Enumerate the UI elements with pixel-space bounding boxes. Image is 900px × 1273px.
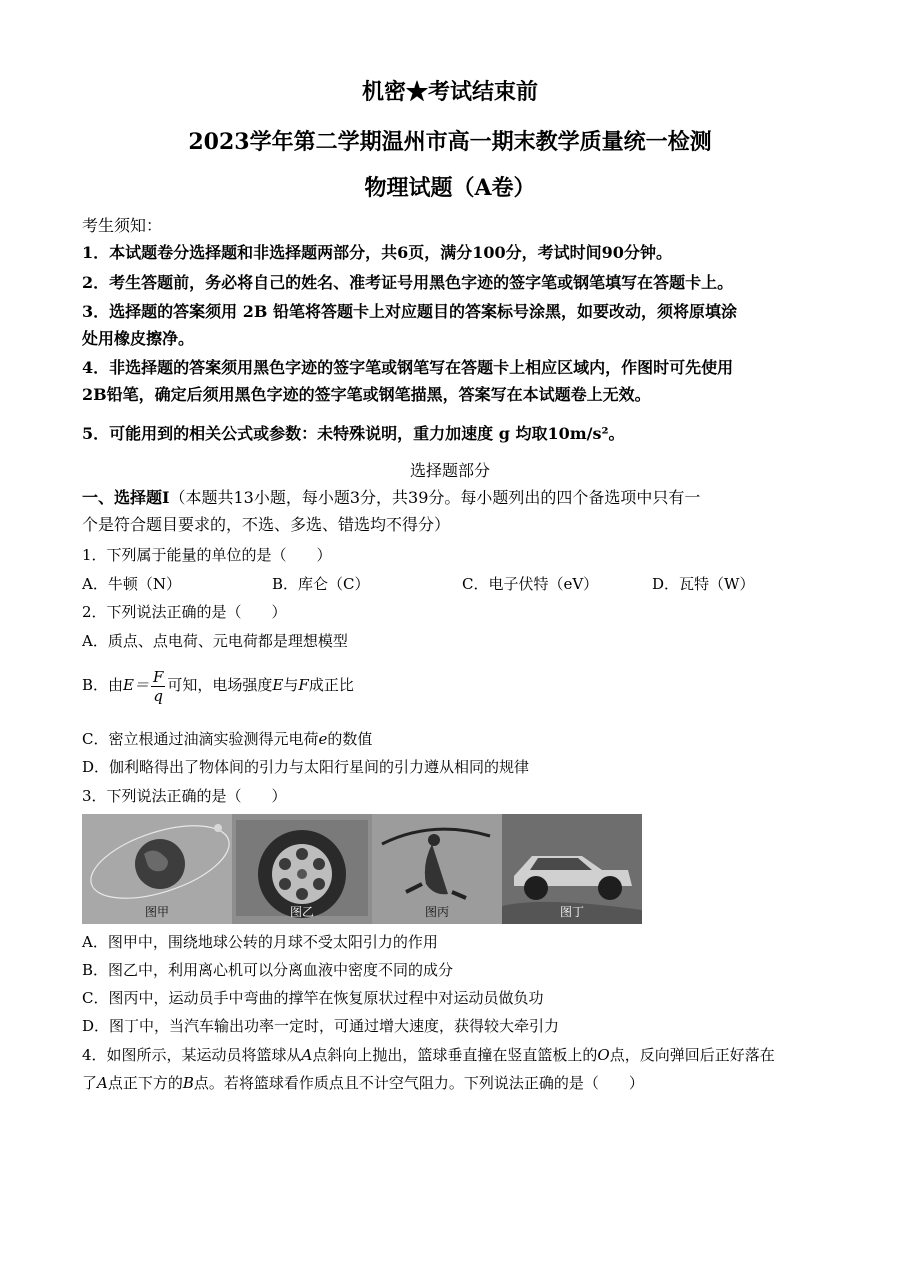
q2-b-prefix: B．由 [82, 676, 124, 694]
q2-c-end: 的数值 [327, 730, 373, 748]
section-heading-rest: （本题共13小题，每小题3分，共39分。每小题列出的四个备选项中只有一 [169, 488, 701, 507]
q4-text: 点正下方的 [107, 1074, 183, 1092]
q2-b-fraction [151, 668, 165, 705]
q2-c-prefix: C．密立根通过油滴实验测得元电荷 [82, 730, 319, 748]
notice-text: 非选择题的答案须用黑色字迹的签字笔或钢笔写在答题卡上相应区域内，作图时可先使用 [109, 358, 734, 377]
q1-option-b: B．库仑（C） [272, 575, 370, 593]
notice-text: 可能用到的相关公式或参数：未特殊说明，重力加速度 g 均取10m/s²。 [109, 424, 625, 443]
q4-text: 点，反向弹回后正好落在 [609, 1046, 775, 1064]
q4-var-o: O [597, 1046, 610, 1064]
figure-bing [372, 814, 502, 924]
caption-yi: 图乙 [289, 905, 314, 919]
section-heading-cont: 个是符合题目要求的，不选、多选、错选均不得分） [82, 515, 451, 534]
q2-option-a: A．质点、点电荷、元电荷都是理想模型 [82, 632, 348, 650]
q1-option-c: C．电子伏特（eV） [462, 575, 599, 593]
q4-var-a: A [301, 1046, 313, 1064]
figure-ding [502, 814, 642, 924]
q1-option-d: D．瓦特（W） [652, 575, 755, 593]
notice-num: 5． [82, 424, 110, 443]
notice-item-3 [82, 302, 822, 322]
q3-option-b: B．图乙中，利用离心机可以分离血液中密度不同的成分 [82, 961, 454, 979]
notice-heading: 考生须知： [82, 216, 163, 235]
q3-stem: 3．下列说法正确的是（ ） [82, 787, 287, 805]
q2-b-end: 成正比 [308, 676, 354, 694]
q2-b-var-f: F [298, 676, 309, 694]
q2-b-mid: 与 [283, 676, 299, 694]
section-heading-bold: 一、选择题Ⅰ [82, 488, 170, 507]
q2-c-var-e: e [318, 730, 328, 748]
q3-option-c: C．图丙中，运动员手中弯曲的撑竿在恢复原状过程中对运动员做负功 [82, 989, 544, 1007]
q2-option-b [82, 662, 822, 708]
q4-text: 点斜向上抛出，篮球垂直撞在竖直篮板上的 [312, 1046, 598, 1064]
exam-title: 2023学年第二学期温州市高一期末教学质量统一检测 [188, 129, 712, 155]
q2-stem: 2．下列说法正确的是（ ） [82, 603, 287, 621]
notice-item-2 [82, 273, 822, 293]
q1-stem: 1．下列属于能量的单位的是（ ） [82, 546, 332, 564]
notice-item-3-cont: 处用橡皮擦净。 [82, 329, 195, 348]
q4-var-a: A [97, 1074, 108, 1092]
notice-item-1 [82, 243, 822, 263]
q3-figure-strip [82, 814, 642, 924]
q3-option-a: A．图甲中，围绕地球公转的月球不受太阳引力的作用 [82, 933, 438, 951]
fraction-denominator: q [153, 686, 163, 705]
caption-ding: 图丁 [559, 905, 584, 919]
paper-title: 物理试题（A卷） [364, 175, 536, 201]
figure-jia [82, 814, 232, 924]
notice-num: 1． [82, 243, 110, 262]
notice-text: 本试题卷分选择题和非选择题两部分，共6页，满分100分，考试时间90分钟。 [109, 243, 672, 262]
q2-option-d: D．伽利略得出了物体间的引力与太阳行星间的引力遵从相同的规律 [82, 758, 530, 776]
notice-num: 3． [82, 302, 110, 321]
notice-num: 4． [82, 358, 110, 377]
notice-text: 考生答题前，务必将自己的姓名、准考证号用黑色字迹的签字笔或钢笔填写在答题卡上。 [109, 273, 734, 292]
notice-text: 选择题的答案须用 2B 铅笔将答题卡上对应题目的答案标号涂黑，如要改动，须将原填涂 [109, 302, 737, 321]
q3-option-d: D．图丁中，当汽车输出功率一定时，可通过增大速度，获得较大牵引力 [82, 1017, 560, 1035]
caption-jia: 图甲 [144, 905, 169, 919]
q4-text: 4．如图所示，某运动员将篮球从 [82, 1046, 302, 1064]
q4-text: 点。若将篮球看作质点且不计空气阻力。下列说法正确的是（ ） [193, 1074, 644, 1092]
q4-stem-line-1 [82, 1045, 822, 1065]
section-heading [82, 488, 822, 508]
notice-num: 2． [82, 273, 110, 292]
notice-item-5 [82, 424, 822, 444]
q4-var-b: B [182, 1074, 194, 1092]
section-name: 选择题部分 [409, 461, 490, 480]
q2-b-eq-lhs: E＝ [123, 676, 149, 694]
notice-item-4-cont: 2B铅笔，确定后须用黑色字迹的签字笔或钢笔描黑，答案写在本试题卷上无效。 [82, 385, 651, 404]
q2-option-c [82, 729, 822, 749]
q1-option-a: A．牛顿（N） [82, 575, 181, 593]
q2-b-suffix: 可知，电场强度 [167, 676, 273, 694]
notice-item-4 [82, 358, 822, 378]
fraction-numerator: F [152, 667, 164, 686]
q2-b-var-e: E [272, 676, 284, 694]
confidential-label: 机密★考试结束前 [361, 79, 538, 105]
q4-stem-line-2 [82, 1073, 822, 1093]
figure-yi [232, 814, 372, 924]
caption-bing: 图丙 [424, 905, 449, 919]
q4-text: 了 [82, 1074, 98, 1092]
